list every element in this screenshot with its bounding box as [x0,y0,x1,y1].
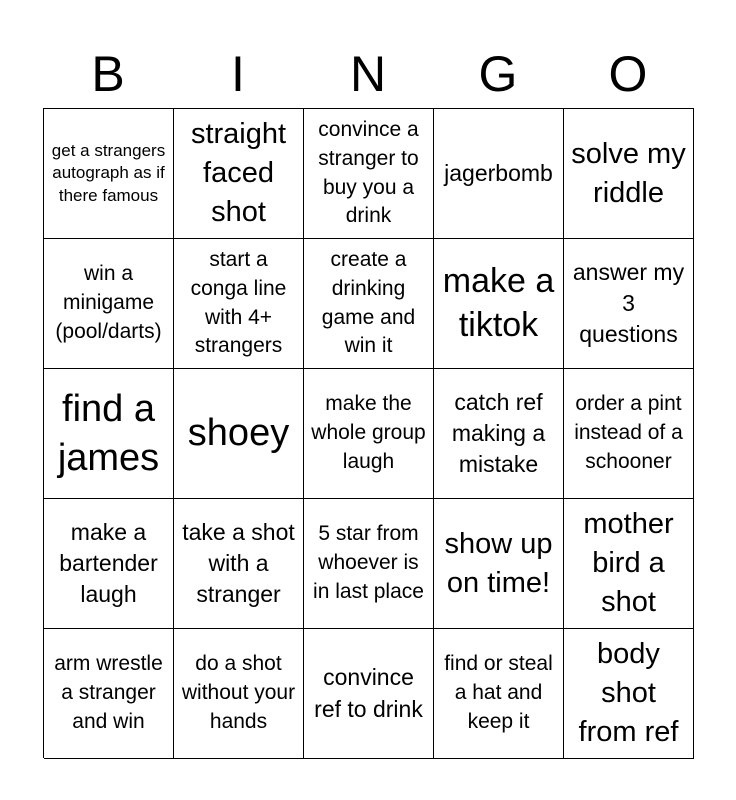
cell-text: find or steal a hat and keep it [444,652,553,733]
cell-text: answer my 3 questions [572,258,685,348]
bingo-cell[interactable] [304,499,434,629]
bingo-cell[interactable] [304,109,434,239]
bingo-cell[interactable] [564,629,694,759]
cell-text: shoey [187,412,290,455]
header-letter-b: B [91,46,125,102]
cell-text: 5 star from whoever is in last place [313,522,424,603]
bingo-cell[interactable] [304,369,434,499]
cell-text: get a strangers autograph as if there famous [51,141,166,205]
cell-text: make a tiktok [442,261,555,344]
cell-text: convince a stranger to buy you a drink [318,117,419,228]
cell-text: order a pint instead of a schooner [574,392,683,473]
cell-text: create a drinking game and win it [321,247,416,358]
cell-text: jagerbomb [444,159,553,186]
bingo-cell[interactable] [434,499,564,629]
cell-text: start a conga line with 4+ strangers [190,247,287,358]
cell-text: convince ref to drink [314,664,423,722]
cell-text: make the whole group laugh [311,392,426,473]
bingo-cell[interactable] [174,499,304,629]
header-letter-o: O [608,46,648,102]
bingo-cell[interactable] [44,369,174,499]
cell-text: straight faced shot [190,118,287,228]
bingo-cell[interactable] [564,109,694,239]
bingo-cell[interactable] [564,369,694,499]
cell-text: mother bird a shot [583,508,674,618]
bingo-cell[interactable] [434,239,564,369]
bingo-cell[interactable] [304,629,434,759]
cell-text: find a james [57,388,160,479]
cell-text: arm wrestle a stranger and win [54,652,163,733]
header-letter-i: I [231,46,245,102]
bingo-cell[interactable] [44,239,174,369]
header-letter-n: N [349,46,387,102]
cell-text: take a shot with a stranger [182,518,295,608]
bingo-cell[interactable] [564,239,694,369]
cell-text: catch ref making a mistake [451,388,546,478]
bingo-cell[interactable] [174,369,304,499]
cell-text: solve my riddle [571,137,686,209]
cell-text: win a minigame (pool/darts) [55,262,162,343]
bingo-cell[interactable] [304,239,434,369]
header-letter-g: G [478,46,518,102]
bingo-header [43,40,693,108]
bingo-cell[interactable] [434,369,564,499]
bingo-cell[interactable] [44,109,174,239]
bingo-board [43,108,694,758]
cell-text: body shot from ref [578,638,679,748]
bingo-cell[interactable] [44,499,174,629]
cell-text: show up on time! [444,527,553,599]
bingo-cell[interactable] [564,499,694,629]
cell-text: do a shot without your hands [181,652,296,733]
cell-text: make a bartender laugh [59,518,158,608]
bingo-cell[interactable] [434,629,564,759]
bingo-cell[interactable] [44,629,174,759]
bingo-cell[interactable] [434,109,564,239]
bingo-cell[interactable] [174,239,304,369]
bingo-cell[interactable] [174,629,304,759]
bingo-cell[interactable] [174,109,304,239]
